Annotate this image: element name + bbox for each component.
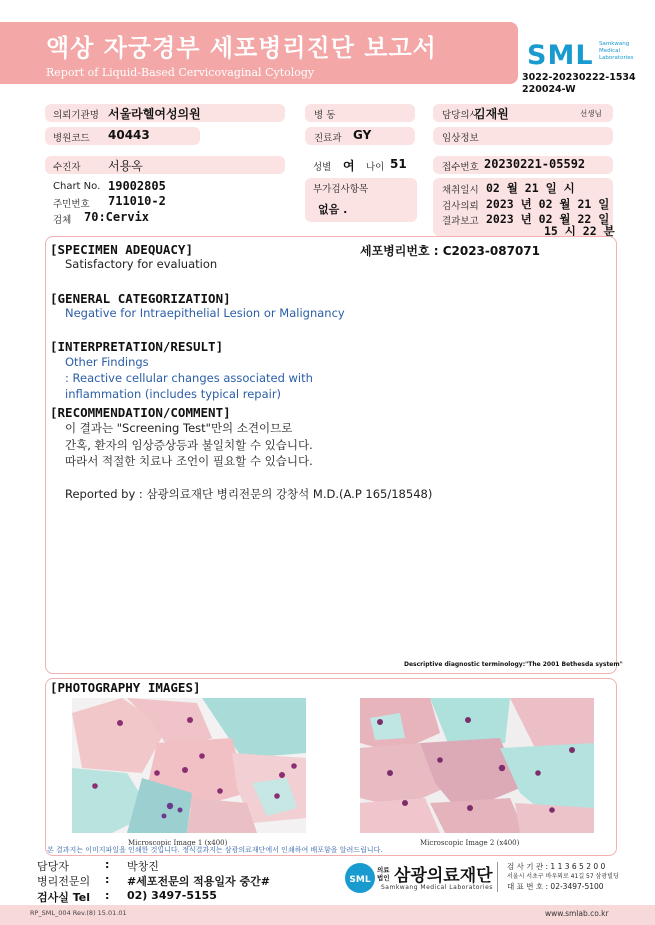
title-banner <box>0 22 518 84</box>
doctor-label: 담당의사 <box>442 110 479 121</box>
adequacy-text: Satisfactory for evaluation <box>65 257 218 271</box>
rec-line-2: 간혹, 환자의 임상증상등과 불일치할 수 있습니다. <box>65 438 313 452</box>
age-label: 나이 <box>366 162 385 173</box>
dept-value: GY <box>353 128 372 142</box>
result-value: 2023 년 02 월 22 일 <box>486 212 610 226</box>
image-1-caption: Microscopic Image 1 (x400) <box>128 839 228 847</box>
result-label: 결과보고 <box>442 216 479 227</box>
report-number: 3022-20230222-1534 220024-W <box>522 72 636 95</box>
doctor-value: 김재원 <box>474 107 509 121</box>
tel-label: 검사실 Tel <box>37 891 90 904</box>
microscopic-image-2 <box>360 698 594 833</box>
sml-logo-sub: Samkwang Medical Laboratories <box>599 41 634 61</box>
microscopic-image-1 <box>72 698 306 833</box>
person-label: 담당자 <box>37 860 69 873</box>
extra-value: 없음 . <box>318 203 348 216</box>
hospital-label: 의뢰기관명 <box>53 110 99 121</box>
sml-logo: SML <box>527 40 594 71</box>
collect-label: 채취일시 <box>442 185 479 196</box>
pathologist-value: #세포전문의 적용일자 중간# <box>127 875 270 888</box>
sex-label: 성별 <box>313 162 332 173</box>
recv-value: 20230221-05592 <box>484 157 586 171</box>
interp-title: [INTERPRETATION/RESULT] <box>50 339 224 354</box>
sml-emblem-icon <box>344 862 376 894</box>
org-info: 검 사 기 관 : 1 1 3 6 5 2 0 0 서울시 서초구 바우뫼로 41길 57 삼광빌딩 대 표 번 호 : 02-3497-5100 <box>507 862 619 891</box>
ward-label: 병 동 <box>314 110 336 121</box>
dept-label: 진료과 <box>314 133 342 144</box>
specimen-value: 70:Cervix <box>84 210 150 224</box>
code-value: 40443 <box>108 128 150 142</box>
recv-label: 접수번호 <box>442 162 479 173</box>
footer-divider <box>497 862 498 892</box>
form-code: RP_SML_004 Rev.(8) 15.01.01 <box>30 909 127 917</box>
photos-title: [PHOTOGRAPHY IMAGES] <box>50 680 201 695</box>
chart-value: 19002805 <box>108 179 166 193</box>
extra-label: 부가검사항목 <box>313 184 369 195</box>
org-en: Samkwang Medical Laboratories <box>381 884 493 891</box>
image-2-caption: Microscopic Image 2 (x400) <box>420 839 520 847</box>
website: www.smlab.co.kr <box>545 909 609 918</box>
interp-line-3: inflammation (includes typical repair) <box>65 387 282 401</box>
patient-label: 수진자 <box>53 162 81 173</box>
terminology-note: Descriptive diagnostic terminology:"The 2001 Bethesda system" <box>404 661 623 668</box>
print-notice: 본 결과지는 이미지파일을 인쇄한 것입니다. 정식결과지는 삼광의료재단에서 인쇄하여 배포함을 알려드립니다. <box>47 846 383 854</box>
tel-sep: : <box>105 889 110 902</box>
request-label: 검사의뢰 <box>442 201 479 212</box>
hospital-value: 서울라헬여성의원 <box>108 107 201 121</box>
rec-line-3: 따라서 적절한 치료나 조언이 필요할 수 있습니다. <box>65 454 313 468</box>
request-value: 2023 년 02 월 21 일 <box>486 197 610 211</box>
interp-line-1: Other Findings <box>65 355 149 369</box>
person-value: 박창진 <box>127 860 159 873</box>
person-sep: : <box>105 858 110 871</box>
tel-value: 02) 3497-5155 <box>127 889 217 902</box>
clinical-label: 임상정보 <box>442 133 479 144</box>
interp-line-2: : Reactive cellular changes associated with <box>65 371 313 385</box>
doctor-suffix: 선생님 <box>580 109 602 118</box>
sex-value: 여 <box>343 159 355 173</box>
ssn-value: 711010-2 <box>108 194 166 208</box>
adequacy-title: [SPECIMEN ADEQUACY] <box>50 242 193 257</box>
result-time: 15 시 22 분 <box>544 224 615 238</box>
pathologist-label: 병리전문의 <box>37 875 91 888</box>
general-text: Negative for Intraepithelial Lesion or Malignancy <box>65 306 345 320</box>
patient-value: 서용옥 <box>108 159 143 173</box>
collect-value: 02 월 21 일 시 <box>486 181 575 195</box>
rec-title: [RECOMMENDATION/COMMENT] <box>50 405 231 420</box>
general-title: [GENERAL CATEGORIZATION] <box>50 291 231 306</box>
svg-text:SML: SML <box>349 875 371 885</box>
pathology-number: 세포병리번호 : C2023-087071 <box>360 244 540 258</box>
reported-by: Reported by : 삼광의료재단 병리전문의 강창석 M.D.(A.P 165/18548) <box>65 487 433 501</box>
specimen-label: 검체 <box>53 215 72 226</box>
report-subtitle: Report of Liquid-Based Cervicovaginal Cytology <box>46 66 315 79</box>
chart-label: Chart No. <box>53 181 101 192</box>
ssn-label: 주민번호 <box>53 199 90 210</box>
org-small-label: 의료 법인 <box>377 866 390 882</box>
pathologist-sep: : <box>105 873 110 886</box>
rec-line-1: 이 결과는 "Screening Test"만의 소견이므로 <box>65 421 293 435</box>
patient-field <box>45 156 285 174</box>
report-title: 액상 자궁경부 세포병리진단 보고서 <box>46 34 437 62</box>
age-value: 51 <box>390 157 407 171</box>
org-name: 삼광의료재단 <box>394 866 493 886</box>
code-label: 병원코드 <box>53 133 90 144</box>
